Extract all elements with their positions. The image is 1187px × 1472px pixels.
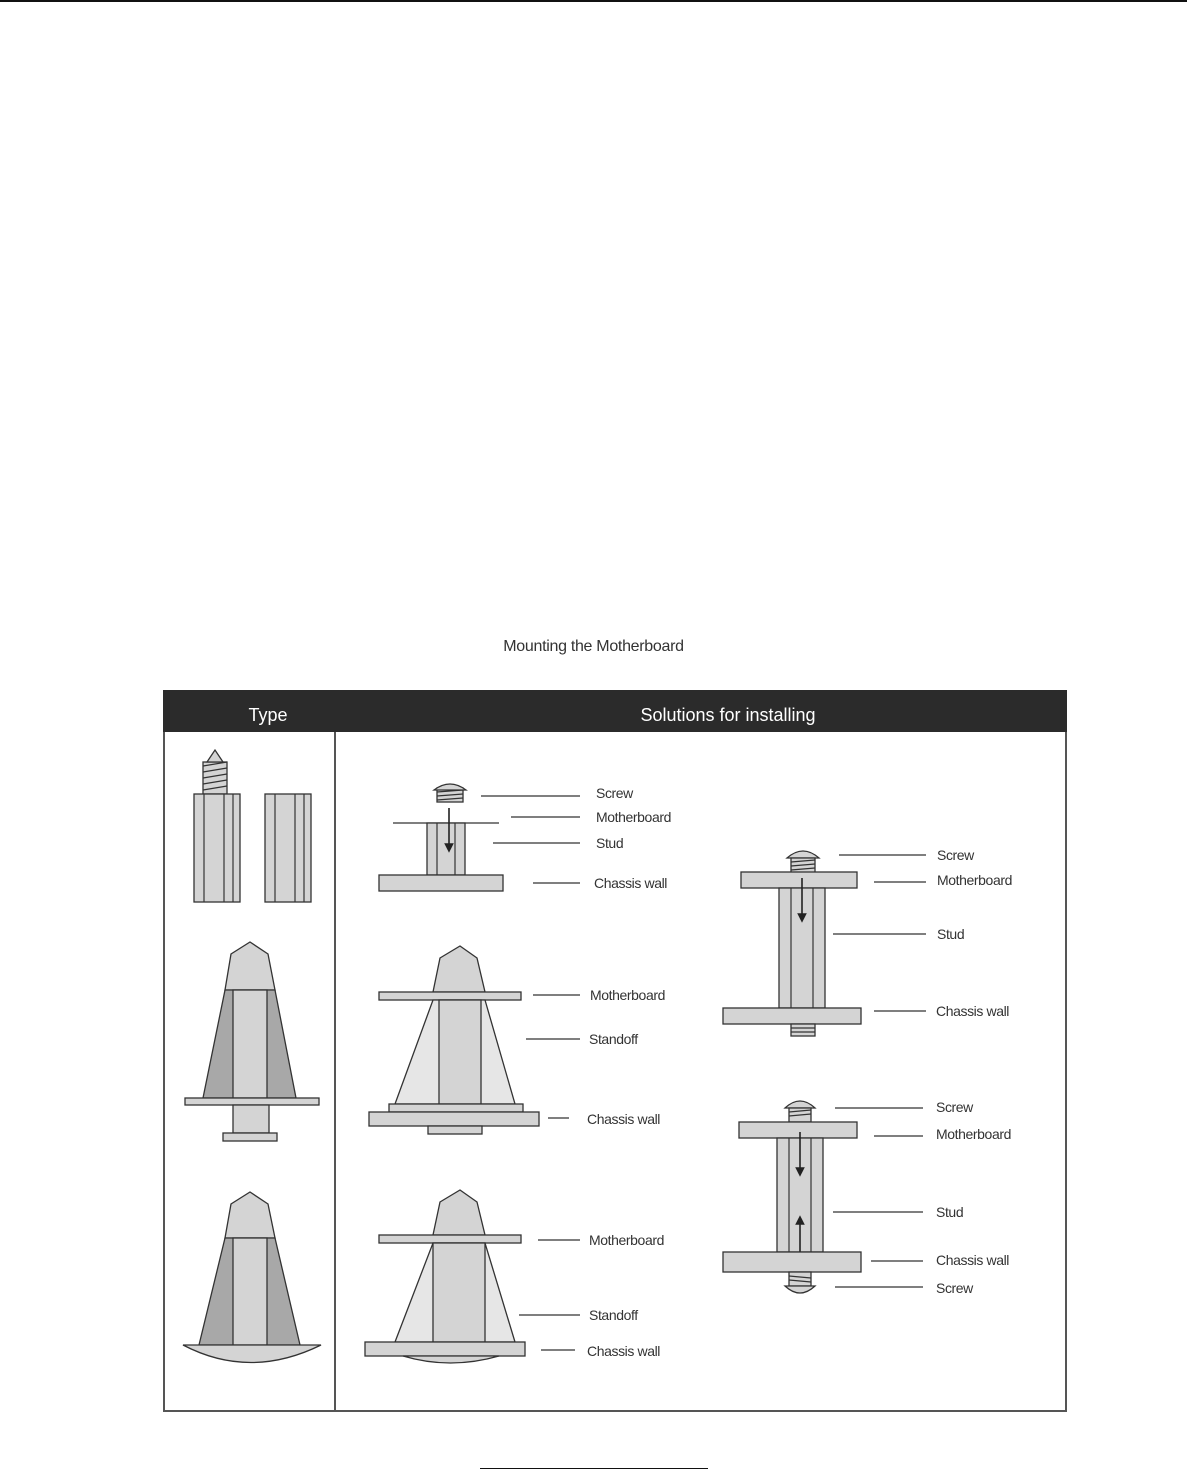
- label-b-motherboard: Motherboard: [590, 987, 665, 1003]
- type-stud-icon: [265, 794, 311, 902]
- label-a-stud: Stud: [596, 835, 624, 851]
- label-c-standoff: Standoff: [589, 1307, 638, 1323]
- label-c-motherboard: Motherboard: [589, 1232, 664, 1248]
- label-e-chassis: Chassis wall: [936, 1252, 1009, 1268]
- label-b-chassis: Chassis wall: [587, 1111, 660, 1127]
- header-type: Type: [248, 705, 288, 725]
- top-rule: [0, 0, 1187, 2]
- label-e-stud: Stud: [936, 1204, 964, 1220]
- label-e-screw-bottom: Screw: [936, 1280, 973, 1296]
- diagram-caption: Mounting the Motherboard: [503, 638, 684, 655]
- label-a-motherboard: Motherboard: [596, 809, 671, 825]
- bottom-rule: [480, 1468, 708, 1469]
- mounting-diagram: [163, 690, 1067, 1412]
- label-a-screw: Screw: [596, 785, 633, 801]
- label-d-chassis: Chassis wall: [936, 1003, 1009, 1019]
- label-a-chassis: Chassis wall: [594, 875, 667, 891]
- label-e-screw: Screw: [936, 1099, 973, 1115]
- label-d-motherboard: Motherboard: [937, 872, 1012, 888]
- table-header-bar: [163, 690, 1067, 732]
- label-c-chassis: Chassis wall: [587, 1343, 660, 1359]
- label-b-standoff: Standoff: [589, 1031, 638, 1047]
- label-d-stud: Stud: [937, 926, 965, 942]
- header-solutions: Solutions for installing: [640, 705, 816, 725]
- label-d-screw: Screw: [937, 847, 974, 863]
- label-e-motherboard: Motherboard: [936, 1126, 1011, 1142]
